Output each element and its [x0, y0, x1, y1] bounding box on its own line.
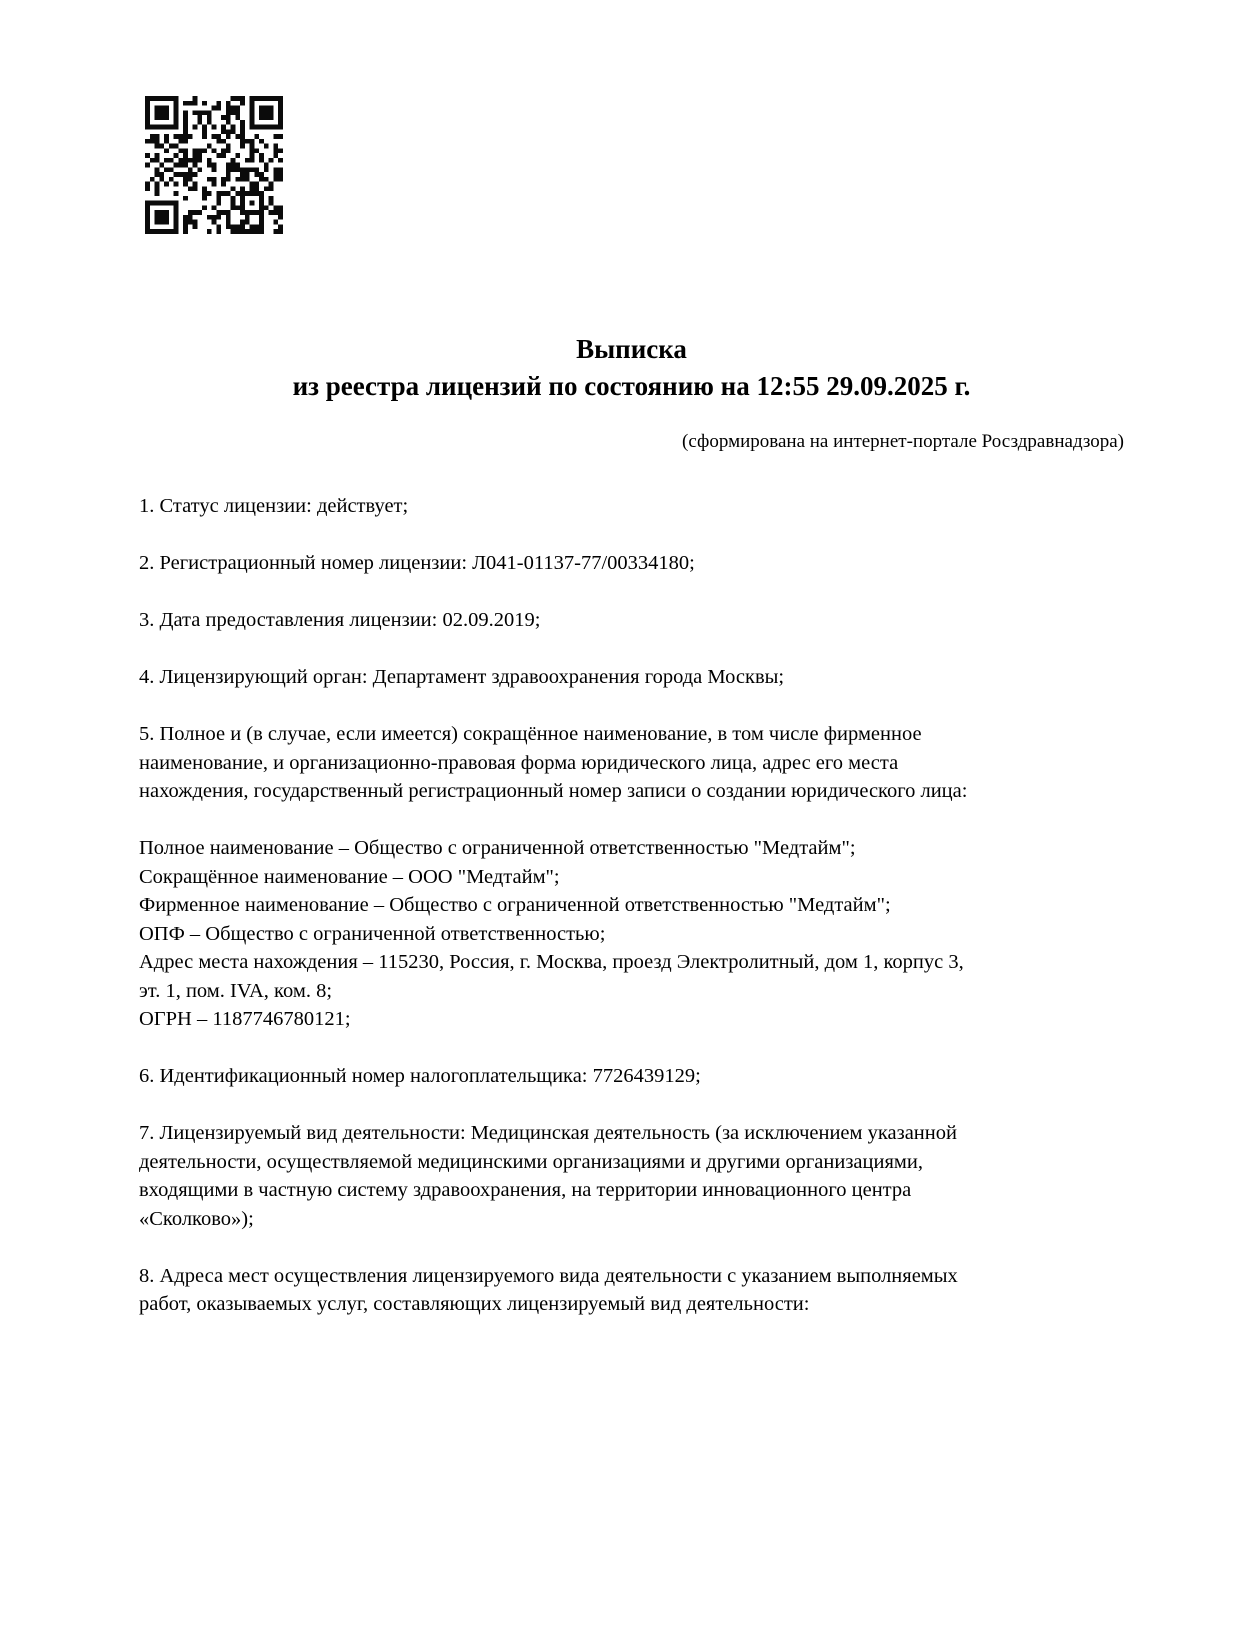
- document-content: [139, 0, 1124, 1319]
- text-line: 3. Дата предоставления лицензии: 02.09.2019;: [139, 609, 541, 631]
- para-activity-addresses-intro: [139, 1262, 1124, 1319]
- text-line: нахождения, государственный регистрационный номер записи о создании юридического лица:: [139, 780, 968, 802]
- text-line: работ, оказываемых услуг, составляющих лицензируемый вид деятельности:: [139, 1293, 810, 1315]
- formation-note: (сформирована на интернет-портале Росздравнадзора): [682, 431, 1124, 452]
- text-line: ОПФ – Общество с ограниченной ответственностью;: [139, 922, 606, 945]
- text-line: Полное наименование – Общество с ограниченной ответственностью "Медтайм";: [139, 837, 856, 859]
- para-registration-number: [139, 549, 1124, 578]
- text-line: эт. 1, пом. IVA, ком. 8;: [139, 979, 333, 1002]
- text-line: наименование, и организационно-правовая форма юридического лица, адрес его места: [139, 751, 899, 774]
- para-taxpayer-number: [139, 1062, 1124, 1091]
- text-line: деятельности, осуществляемой медицинскими организациями и другими организациями,: [139, 1150, 923, 1173]
- text-line: Сокращённое наименование – ООО "Медтайм";: [139, 865, 560, 888]
- title-line-1: Выписка: [576, 334, 687, 364]
- text-line: 8. Адреса мест осуществления лицензируемого вида деятельности с указанием выполняемых: [139, 1264, 958, 1287]
- text-line: 6. Идентификационный номер налогоплательщика: 7726439129;: [139, 1065, 701, 1087]
- text-line: 7. Лицензируемый вид деятельности: Медицинская деятельность (за исключением указанной: [139, 1122, 957, 1144]
- para-licensing-authority: [139, 663, 1124, 692]
- text-line: 5. Полное и (в случае, если имеется) сокращённое наименование, в том числе фирменное: [139, 723, 922, 745]
- para-company-details: [139, 834, 1124, 1034]
- para-license-status: [139, 492, 1124, 521]
- text-line: Фирменное наименование – Общество с ограниченной ответственностью "Медтайм";: [139, 894, 891, 916]
- text-line: 4. Лицензирующий орган: Департамент здравоохранения города Москвы;: [139, 666, 785, 688]
- para-grant-date: [139, 606, 1124, 635]
- text-line: «Сколково»);: [139, 1207, 254, 1230]
- text-line: ОГРН – 1187746780121;: [139, 1008, 351, 1030]
- text-line: 1. Статус лицензии: действует;: [139, 495, 409, 517]
- para-company-names-intro: [139, 720, 1124, 806]
- document-title: [139, 331, 1124, 405]
- text-line: Адрес места нахождения – 115230, Россия, г. Москва, проезд Электролитный, дом 1, корпус 3,: [139, 951, 964, 973]
- text-line: 2. Регистрационный номер лицензии: Л041-01137-77/00334180;: [139, 552, 695, 574]
- title-line-2: из реестра лицензий по состоянию на 12:55 29.09.2025 г.: [292, 371, 971, 401]
- para-licensed-activity: [139, 1119, 1124, 1233]
- text-line: входящими в частную систему здравоохранения, на территории инновационного центра: [139, 1179, 912, 1201]
